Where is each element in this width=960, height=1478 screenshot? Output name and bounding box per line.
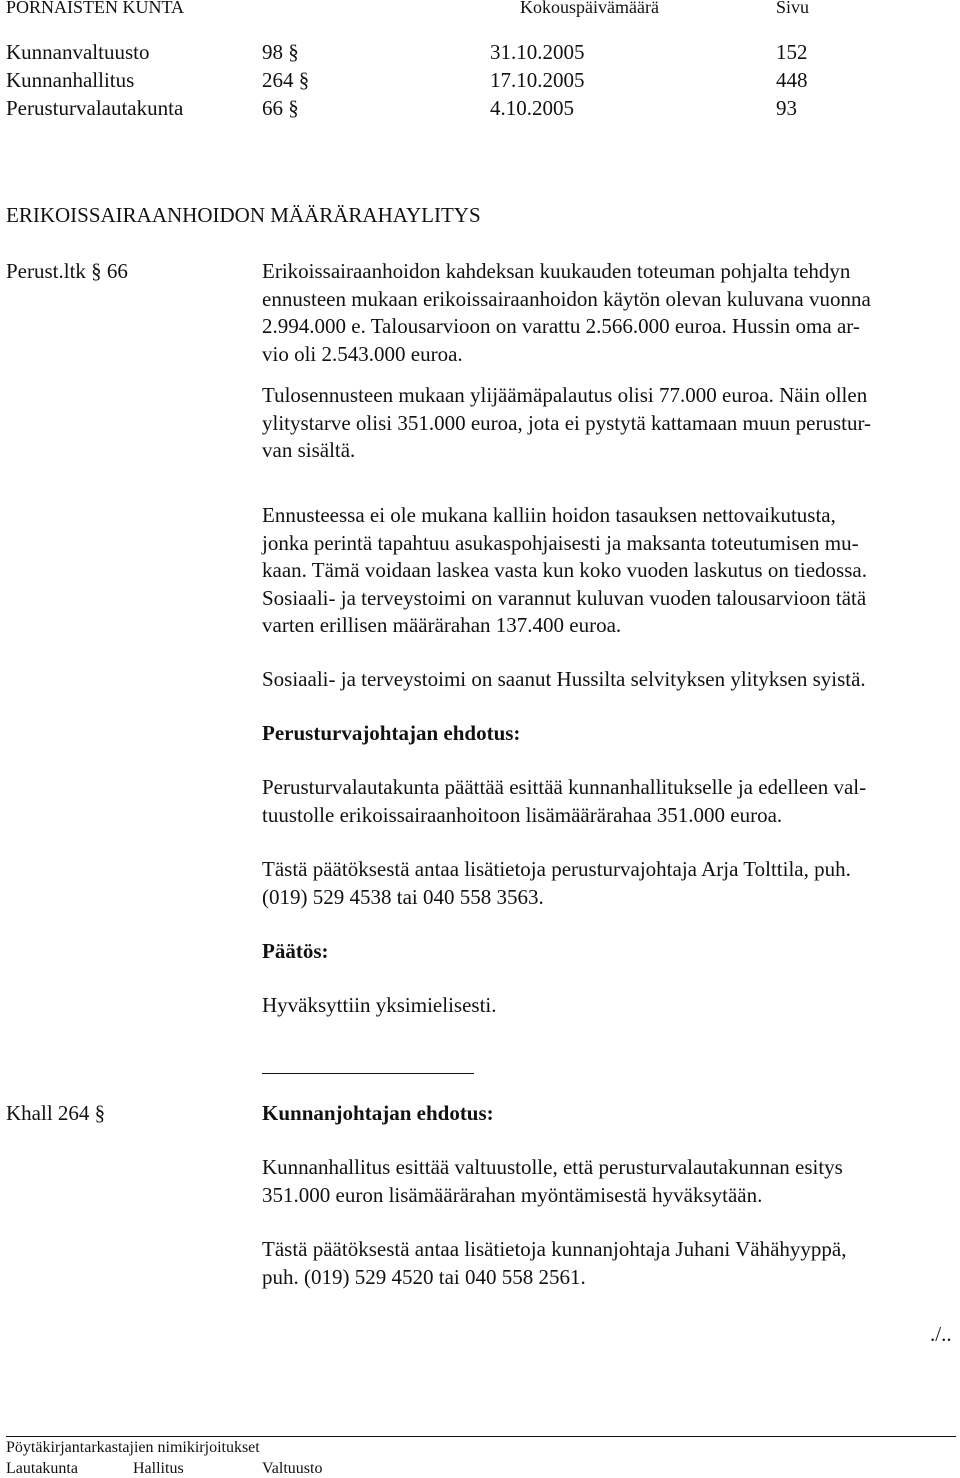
perust-paragraph-6: [262, 856, 952, 911]
text-line: ylitystarve olisi 351.000 euroa, jota ei pystytä kattamaan muun perustur-: [262, 410, 872, 435]
text-line: kaan. Tämä voidaan laskea vasta kun koko vuoden laskutus on tiedossa.: [262, 558, 867, 583]
meeting-date: 4.10.2005: [490, 96, 574, 120]
section-label-perust: Perust.ltk § 66: [6, 259, 128, 283]
heading-text: Perusturvajohtajan ehdotus:: [262, 721, 521, 745]
meeting-date: 31.10.2005: [490, 40, 585, 64]
khall-paragraph-2: [262, 1236, 952, 1291]
text-line: Tulosennusteen mukaan ylijäämäpalautus olisi 77.000 euroa. Näin ollen: [262, 383, 868, 407]
perust-decision-heading: [262, 938, 952, 966]
text-line: van sisältä.: [262, 438, 356, 463]
text-line: Kunnanhallitus esittää valtuustolle, että perusturvalautakunnan esitys: [262, 1155, 843, 1179]
perust-paragraph-5: [262, 774, 952, 829]
perust-paragraph-2: [262, 382, 952, 465]
perust-paragraph-3: [262, 502, 952, 640]
meeting-body: Perusturvalautakunta: [6, 96, 184, 120]
text-line: Sosiaali- ja terveystoimi on saanut Hussilta selvityksen ylityksen syistä.: [262, 667, 866, 691]
perust-paragraph-1: [262, 258, 952, 368]
footer-col-hallitus: Hallitus: [133, 1460, 184, 1477]
text-line: Ennusteessa ei ole mukana kalliin hoidon tasauksen nettovaikutusta,: [262, 503, 836, 527]
text-line: ennusteen mukaan erikoissairaanhoidon käytön olevan kuluvana vuonna: [262, 286, 871, 311]
text-line: Perusturvalautakunta päättää esittää kunnanhallitukselle ja edelleen val-: [262, 775, 867, 799]
text-line: tuustolle erikoissairaanhoitoon lisämäärärahaa 351.000 euroa.: [262, 802, 783, 827]
text-line: Tästä päätöksestä antaa lisätietoja kunnanjohtaja Juhani Vähähyyppä,: [262, 1237, 847, 1261]
meeting-section: 98 §: [262, 40, 299, 64]
heading-text: Päätös:: [262, 939, 329, 963]
meeting-body: Kunnanvaltuusto: [6, 40, 150, 64]
meeting-section: 66 §: [262, 96, 299, 120]
khall-proposal-heading: [262, 1100, 952, 1128]
section-label-khall: Khall 264 §: [6, 1101, 106, 1125]
khall-paragraph-1: [262, 1154, 952, 1209]
heading-text: Kunnanjohtajan ehdotus:: [262, 1101, 494, 1125]
perust-paragraph-4: [262, 666, 952, 694]
meeting-page: 93: [776, 96, 797, 120]
municipality-name: PORNAISTEN KUNTA: [6, 0, 185, 17]
text-line: Erikoissairaanhoidon kahdeksan kuukauden toteuman pohjalta tehdyn: [262, 259, 851, 283]
meeting-page: 448: [776, 68, 808, 92]
perust-proposal-heading: [262, 720, 952, 748]
meeting-body: Kunnanhallitus: [6, 68, 135, 92]
header-page-label: Sivu: [776, 0, 810, 17]
perust-decision: [262, 992, 952, 1020]
footer-rule: [6, 1436, 956, 1437]
section-divider: [262, 1073, 474, 1074]
meeting-date: 17.10.2005: [490, 68, 585, 92]
footer-title: Pöytäkirjantarkastajien nimikirjoitukset: [6, 1439, 260, 1456]
footer-col-lautakunta: Lautakunta: [6, 1460, 78, 1477]
text-line: varten erillisen määrärahan 137.400 euroa.: [262, 613, 622, 638]
text-line: jonka perintä tapahtuu asukaspohjaisesti ja maksanta toteutumisen mu-: [262, 530, 859, 555]
footer-col-valtuusto: Valtuusto: [262, 1460, 323, 1477]
document-title: ERIKOISSAIRAANHOIDON MÄÄRÄRAHAYLITYS: [6, 203, 481, 227]
meeting-section: 264 §: [262, 68, 310, 92]
text-line: vio oli 2.543.000 euroa.: [262, 341, 463, 366]
text-line: (019) 529 4538 tai 040 558 3563.: [262, 884, 544, 909]
text-line: 2.994.000 e. Talousarvioon on varattu 2.566.000 euroa. Hussin oma ar-: [262, 314, 860, 339]
continued-mark: ./..: [930, 1322, 952, 1346]
header-date-label: Kokouspäivämäärä: [520, 0, 659, 17]
meeting-page: 152: [776, 40, 808, 64]
text-line: Tästä päätöksestä antaa lisätietoja perusturvajohtaja Arja Tolttila, puh.: [262, 857, 851, 881]
text-line: 351.000 euron lisämäärärahan myöntämisestä hyväksytään.: [262, 1182, 763, 1207]
text-line: Sosiaali- ja terveystoimi on varannut kuluvan vuoden talousarvioon tätä: [262, 585, 867, 610]
text-line: puh. (019) 529 4520 tai 040 558 2561.: [262, 1264, 586, 1289]
text-line: Hyväksyttiin yksimielisesti.: [262, 993, 497, 1017]
